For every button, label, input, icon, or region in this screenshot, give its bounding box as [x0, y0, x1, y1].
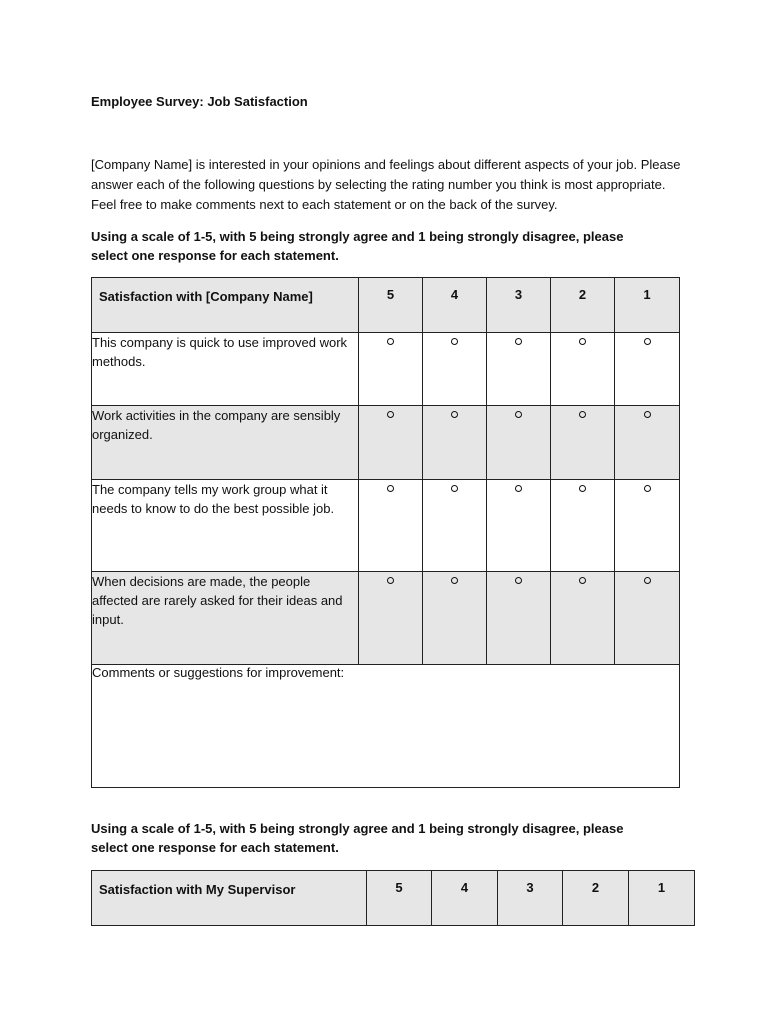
table-row	[92, 333, 680, 406]
instructions-line-1: Using a scale of 1-5, with 5 being strongly agree and 1 being strongly disagree, please	[91, 821, 624, 836]
radio-option-2[interactable]	[579, 338, 586, 345]
statement-text: This company is quick to use improved work methods.	[92, 333, 359, 406]
scale-5-header: 5	[367, 871, 432, 926]
instructions-2	[91, 819, 691, 857]
radio-option-1[interactable]	[644, 577, 651, 584]
section-heading: Satisfaction with My Supervisor	[92, 871, 367, 926]
radio-option-3[interactable]	[515, 485, 522, 492]
comments-field[interactable]	[92, 665, 680, 788]
table-row	[92, 480, 680, 572]
radio-option-1[interactable]	[644, 338, 651, 345]
radio-option-4[interactable]	[451, 338, 458, 345]
table-row	[92, 406, 680, 480]
scale-3-header: 3	[498, 871, 563, 926]
scale-5-header: 5	[359, 278, 423, 333]
scale-1-header: 1	[615, 278, 680, 333]
statement-text: The company tells my work group what it needs to know to do the best possible job.	[92, 480, 359, 572]
instructions-line-2: select one response for each statement.	[91, 248, 339, 263]
instructions-1	[91, 227, 691, 265]
radio-option-3[interactable]	[515, 411, 522, 418]
radio-option-4[interactable]	[451, 577, 458, 584]
radio-option-2[interactable]	[579, 485, 586, 492]
section-heading: Satisfaction with [Company Name]	[92, 278, 359, 333]
instructions-line-1: Using a scale of 1-5, with 5 being strongly agree and 1 being strongly disagree, please	[91, 229, 624, 244]
radio-option-4[interactable]	[451, 411, 458, 418]
radio-option-2[interactable]	[579, 411, 586, 418]
instructions-line-2: select one response for each statement.	[91, 840, 339, 855]
radio-option-5[interactable]	[387, 577, 394, 584]
company-satisfaction-table	[91, 277, 680, 788]
radio-option-5[interactable]	[387, 485, 394, 492]
scale-4-header: 4	[423, 278, 487, 333]
radio-option-5[interactable]	[387, 338, 394, 345]
radio-option-5[interactable]	[387, 411, 394, 418]
table-row	[92, 572, 680, 665]
comments-row	[92, 665, 680, 788]
supervisor-satisfaction-table	[91, 870, 695, 926]
scale-2-header: 2	[551, 278, 615, 333]
scale-3-header: 3	[487, 278, 551, 333]
comments-label: Comments or suggestions for improvement:	[92, 665, 345, 680]
statement-text: Work activities in the company are sensibly organized.	[92, 406, 359, 480]
radio-option-4[interactable]	[451, 485, 458, 492]
table-header-row	[92, 278, 680, 333]
scale-4-header: 4	[432, 871, 498, 926]
radio-option-3[interactable]	[515, 338, 522, 345]
scale-2-header: 2	[563, 871, 629, 926]
radio-option-3[interactable]	[515, 577, 522, 584]
scale-1-header: 1	[629, 871, 695, 926]
radio-option-2[interactable]	[579, 577, 586, 584]
page-title: Employee Survey: Job Satisfaction	[91, 94, 308, 109]
statement-text: When decisions are made, the people affected are rarely asked for their ideas and input.	[92, 572, 359, 665]
intro-paragraph: [Company Name] is interested in your opinions and feelings about different aspects of your job. Please answer each of the following questions by selecting the rating number you think is most appropriate. Feel free to make comments next to each statement or on the back of the survey.	[91, 157, 681, 212]
radio-option-1[interactable]	[644, 411, 651, 418]
table-header-row	[92, 871, 695, 926]
radio-option-1[interactable]	[644, 485, 651, 492]
